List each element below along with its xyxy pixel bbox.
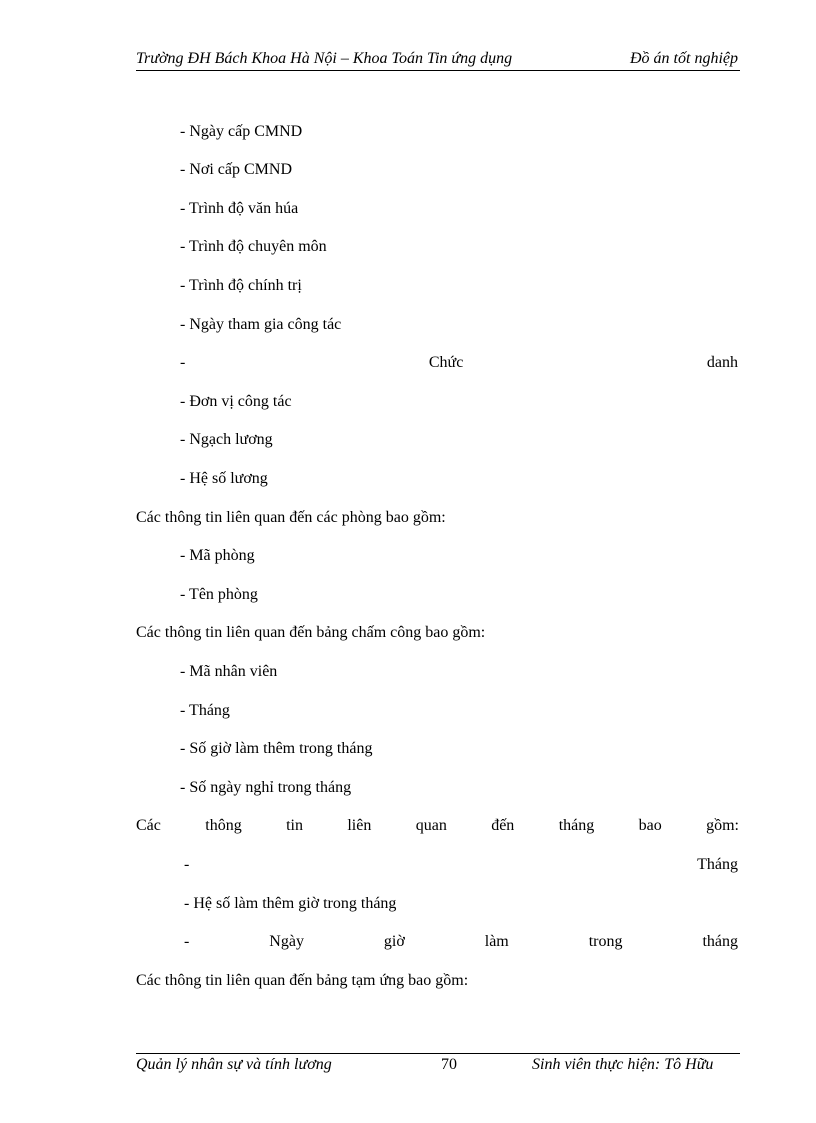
word: tin: [286, 817, 303, 834]
dash: -: [184, 933, 190, 950]
word: liên: [347, 817, 372, 834]
word: Chức: [428, 354, 464, 371]
word: thông: [205, 817, 242, 834]
list-item: - Mã nhân viên: [180, 663, 278, 680]
paragraph-justified: [136, 816, 739, 836]
list-item: - Ngạch lương: [180, 431, 273, 448]
word: giờ: [383, 933, 405, 950]
footer-author: Sinh viên thực hiện: Tô Hữu: [532, 1056, 714, 1073]
list-item: - Số giờ làm thêm trong tháng: [180, 740, 373, 757]
word: Ngày: [269, 933, 304, 950]
header-doc-type: Đồ án tốt nghiệp: [630, 50, 738, 67]
word: Tháng: [697, 856, 738, 873]
list-item: - Tháng: [180, 702, 230, 719]
list-item: - Trình độ văn húa: [180, 200, 299, 217]
paragraph: Các thông tin liên quan đến bảng chấm công bao gồm:: [136, 624, 486, 641]
list-item: - Trình độ chính trị: [180, 277, 302, 294]
list-item-justified: [184, 932, 738, 952]
list-item: - Hệ số lương: [180, 470, 268, 487]
word: bao: [638, 817, 662, 834]
word: gồm:: [706, 817, 739, 834]
list-item: - Tên phòng: [180, 586, 258, 603]
list-item-justified: [180, 353, 738, 373]
word: trong: [588, 933, 623, 950]
list-item: - Đơn vị công tác: [180, 393, 292, 410]
word: làm: [484, 933, 509, 950]
dash: -: [184, 856, 190, 873]
list-item: - Hệ số làm thêm giờ trong tháng: [184, 895, 397, 912]
list-item: - Ngày tham gia công tác: [180, 316, 342, 333]
page-header: [136, 48, 740, 71]
word: tháng: [558, 817, 595, 834]
header-school: Trường ĐH Bách Khoa Hà Nội – Khoa Toán Tin ứng dụng: [136, 50, 513, 67]
word: đến: [491, 817, 515, 834]
footer-divider: [136, 1053, 740, 1054]
word: quan: [415, 817, 447, 834]
page-number: 70: [441, 1056, 457, 1073]
paragraph: Các thông tin liên quan đến các phòng bao gồm:: [136, 509, 446, 526]
list-item: - Nơi cấp CMND: [180, 161, 292, 178]
list-item: - Ngày cấp CMND: [180, 123, 303, 140]
word: Các: [136, 817, 161, 834]
dash: -: [180, 354, 186, 371]
word: tháng: [702, 933, 738, 950]
paragraph: Các thông tin liên quan đến bảng tạm ứng bao gồm:: [136, 972, 469, 989]
word: danh: [706, 354, 738, 371]
list-item-justified: [184, 855, 738, 875]
list-item: - Mã phòng: [180, 547, 255, 564]
list-item: - Số ngày nghỉ trong tháng: [180, 779, 352, 796]
footer-title: Quản lý nhân sự và tính lương: [136, 1056, 332, 1073]
list-item: - Trình độ chuyên môn: [180, 238, 327, 255]
